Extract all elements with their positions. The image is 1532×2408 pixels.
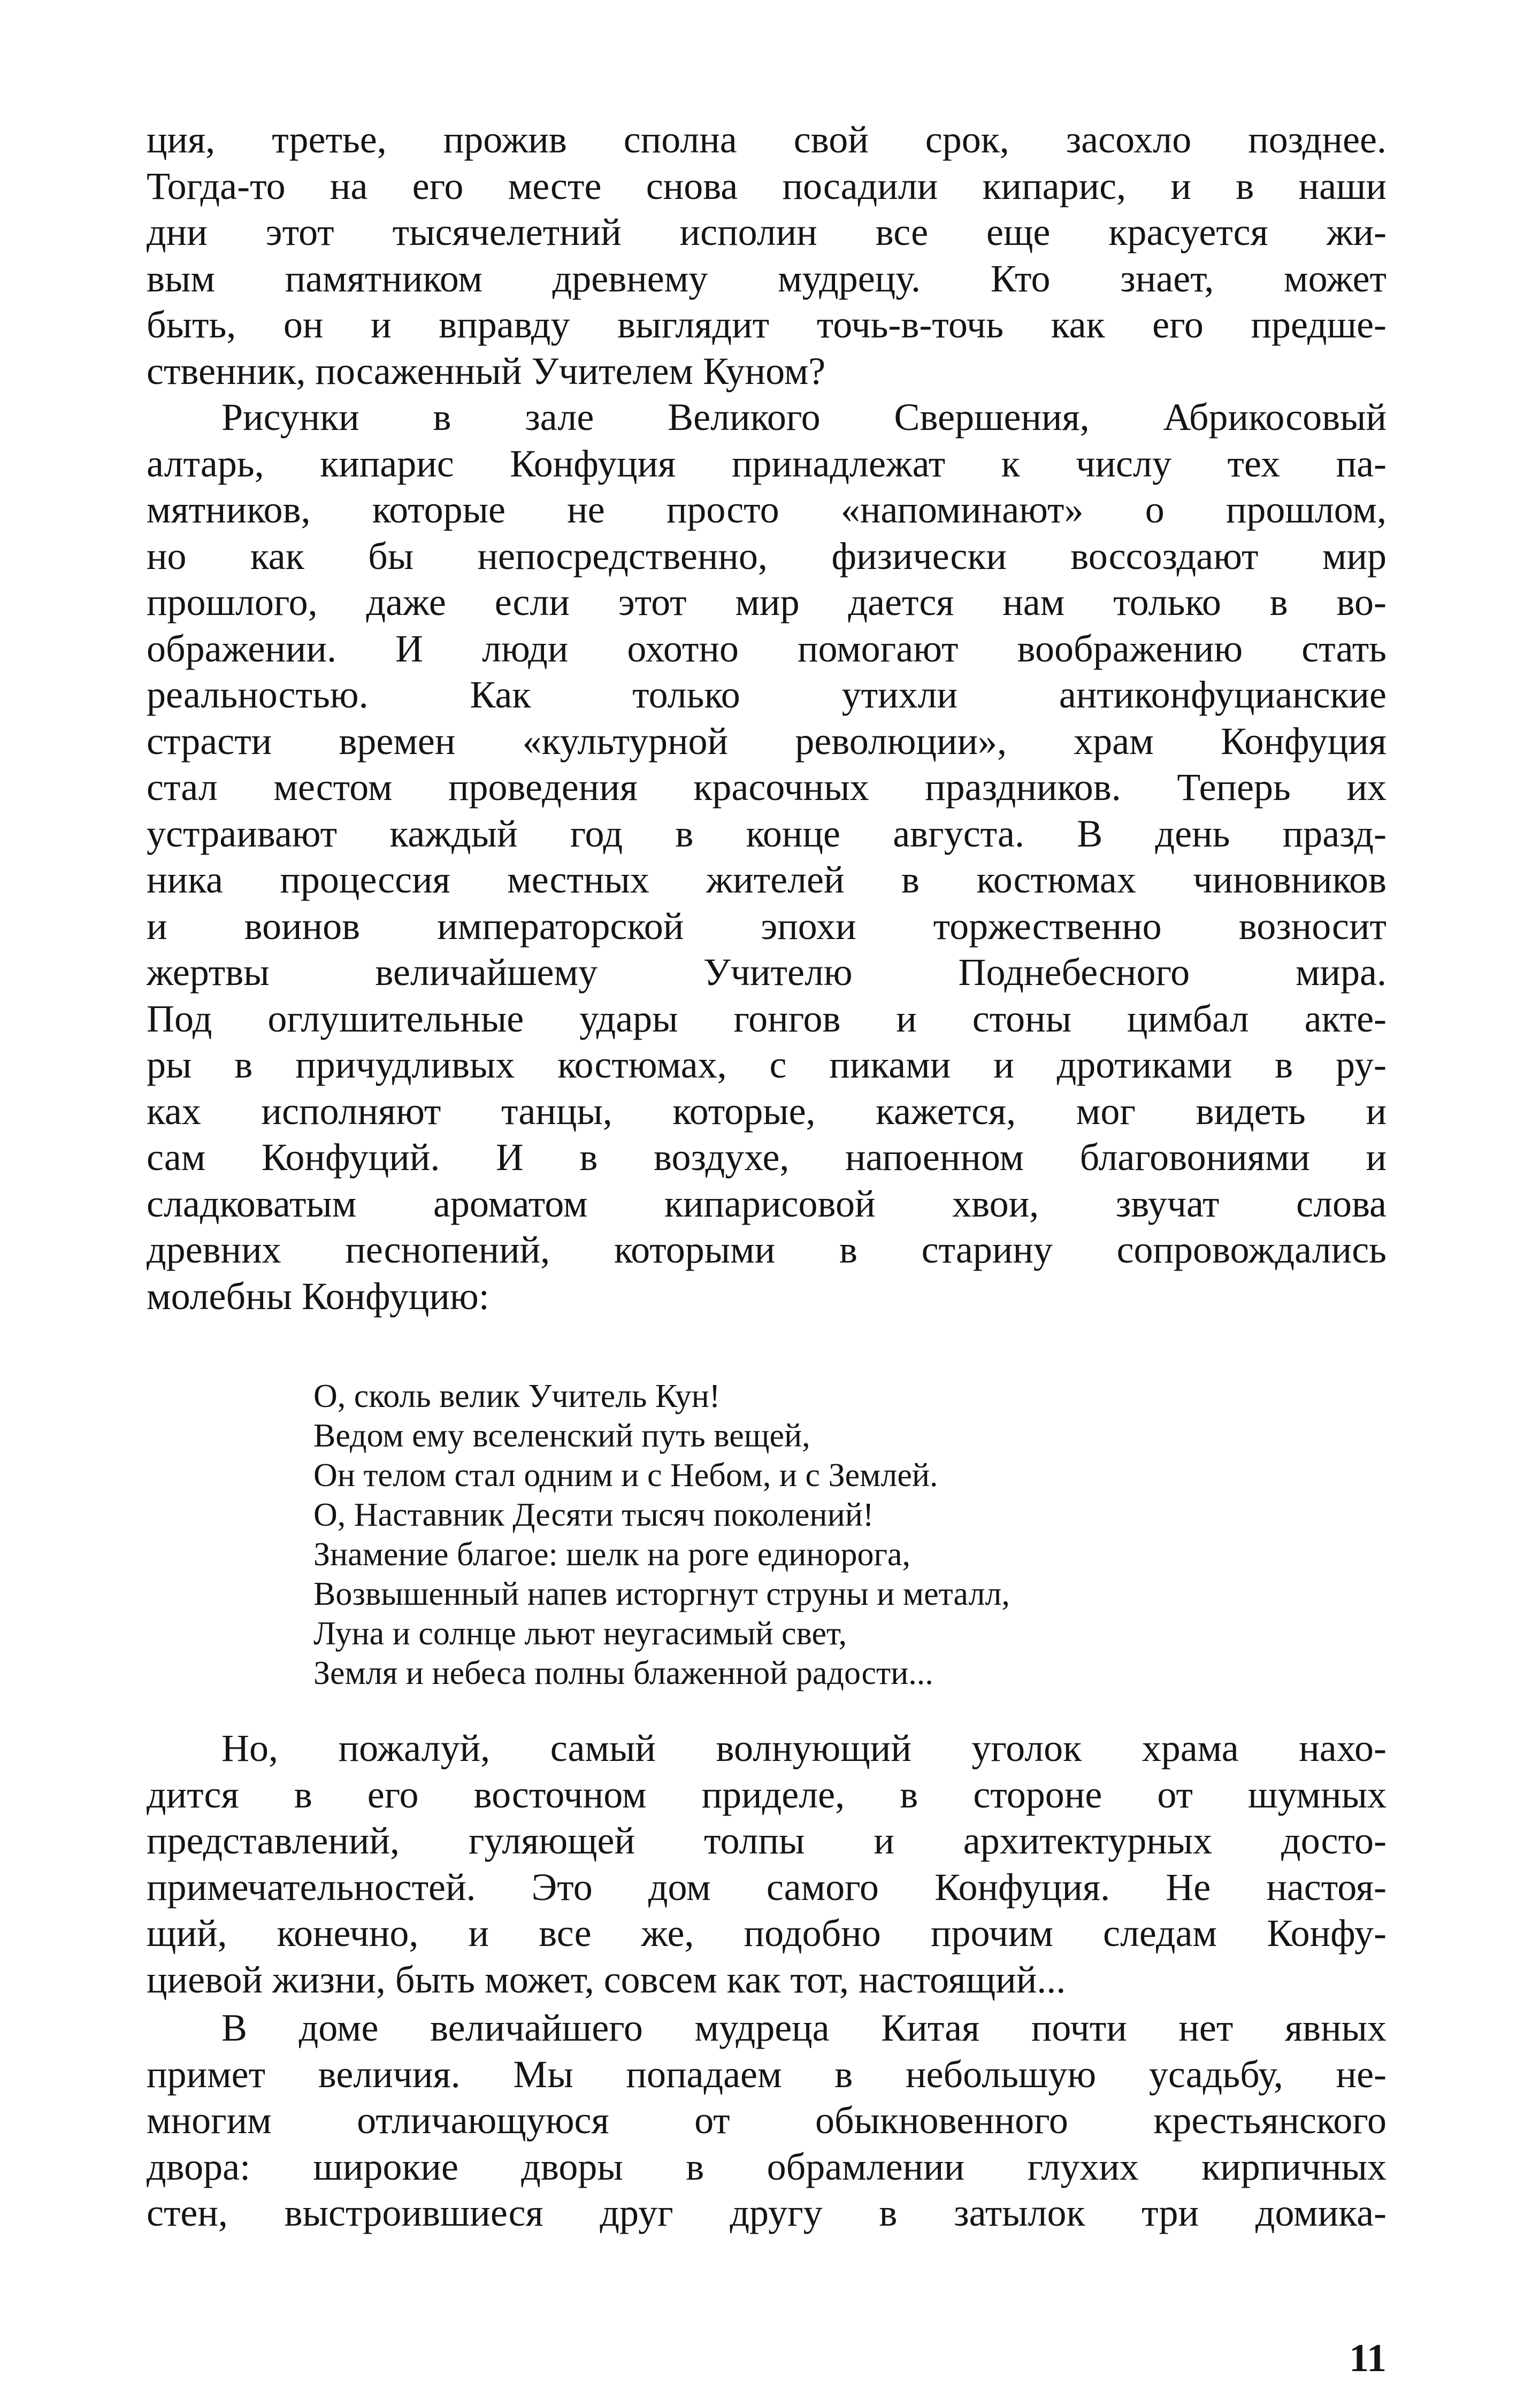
text-line: Тогда-то на его месте снова посадили кипарис, и в наши — [147, 164, 1387, 207]
text-line: ках исполняют танцы, которые, кажется, мог видеть и — [147, 1089, 1387, 1133]
text-line: дни этот тысячелетний исполин все еще красуется жи- — [147, 211, 1387, 253]
poem-line: О, сколь велик Учитель Кун! — [313, 1378, 721, 1414]
text-line: сладковатым ароматом кипарисовой хвои, звучат слова — [147, 1182, 1387, 1225]
poem-line: Ведом ему вселенский путь вещей, — [313, 1418, 810, 1454]
text-line: стен, выстроившиеся друг другу в затылок три домика- — [147, 2191, 1387, 2234]
text-line: древних песнопений, которыми в старину сопровождались — [147, 1228, 1387, 1271]
text-line: ника процессия местных жителей в костюмах чиновников — [147, 858, 1387, 901]
text-line: примет величия. Мы попадаем в небольшую усадьбу, не- — [147, 2052, 1387, 2096]
paragraph — [147, 1725, 1387, 2003]
poem-line: О, Наставник Десяти тысяч поколений! — [313, 1497, 874, 1533]
text-line: В доме величайшего мудреца Китая почти нет явных — [221, 2006, 1387, 2049]
text-line: страсти времен «культурной революции», храм Конфуция — [147, 719, 1387, 763]
text-line: стал местом проведения красочных праздников. Теперь их — [147, 766, 1387, 809]
text-line: реальностью. Как только утихли антиконфуцианские — [147, 673, 1387, 716]
paragraph — [147, 2005, 1387, 2236]
text-line: ственник, посаженный Учителем Куном? — [147, 349, 826, 393]
text-line: дится в его восточном приделе, в стороне от шумных — [147, 1773, 1387, 1816]
text-line: быть, он и вправду выглядит точь-в-точь как его предше- — [147, 303, 1387, 346]
poem-line: Луна и солнце льют неугасимый свет, — [313, 1615, 847, 1652]
text-line: мятников, которые не просто «напоминают» о прошлом, — [147, 488, 1387, 531]
paragraph-continuation — [147, 117, 1387, 394]
text-line: Под оглушительные удары гонгов и стоны цимбал акте- — [147, 997, 1387, 1040]
text-line: двора: широкие дворы в обрамлении глухих кирпичных — [147, 2145, 1387, 2188]
text-line: представлений, гуляющей толпы и архитектурных досто- — [147, 1819, 1387, 1862]
text-line: прошлого, даже если этот мир дается нам только в во- — [147, 581, 1387, 624]
text-line: сам Конфуций. И в воздухе, напоенном благовониями и — [147, 1136, 1387, 1179]
text-line: ры в причудливых костюмах, с пиками и дротиками в ру- — [147, 1043, 1387, 1086]
text-line: Рисунки в зале Великого Свершения, Абрикосовый — [221, 396, 1387, 438]
poem-line: Возвышенный напев исторгнут струны и металл, — [313, 1576, 1010, 1612]
text-line: устраивают каждый год в конце августа. В день празд- — [147, 812, 1387, 855]
text-line: примечательностей. Это дом самого Конфуция. Не настоя- — [147, 1865, 1387, 1909]
text-line: жертвы величайшему Учителю Поднебесного мира. — [147, 951, 1387, 994]
text-line: и воинов императорской эпохи торжественно возносит — [147, 904, 1387, 948]
text-line: щий, конечно, и все же, подобно прочим следам Конфу- — [147, 1912, 1387, 1955]
text-line: циевой жизни, быть может, совсем как тот, настоящий... — [147, 1958, 1066, 2001]
text-line: ображении. И люди охотно помогают воображению стать — [147, 627, 1387, 670]
text-line: Но, пожалуй, самый волнующий уголок храма нахо- — [221, 1727, 1387, 1770]
text-line: но как бы непосредственно, физически воссоздают мир — [147, 534, 1387, 578]
text-line: ция, третье, прожив сполна свой срок, засохло позднее. — [147, 118, 1387, 161]
main-text-block-continued — [147, 1725, 1387, 2236]
main-text-block — [147, 117, 1387, 1319]
poem-quote — [313, 1376, 1330, 1693]
poem-line: Земля и небеса полны блаженной радости... — [313, 1655, 933, 1691]
text-line: алтарь, кипарис Конфуция принадлежат к числу тех па- — [147, 442, 1387, 485]
text-line: вым памятником древнему мудрецу. Кто знает, может — [147, 257, 1387, 300]
paragraph — [147, 394, 1387, 1319]
page-number: 11 — [1349, 2336, 1387, 2380]
text-line: многим отличающуюся от обыкновенного крестьянского — [147, 2099, 1387, 2142]
poem-line: Он телом стал одним и с Небом, и с Землей. — [313, 1457, 938, 1494]
text-line: молебны Конфуцию: — [147, 1274, 489, 1318]
poem-line: Знамение благое: шелк на роге единорога, — [313, 1536, 910, 1573]
